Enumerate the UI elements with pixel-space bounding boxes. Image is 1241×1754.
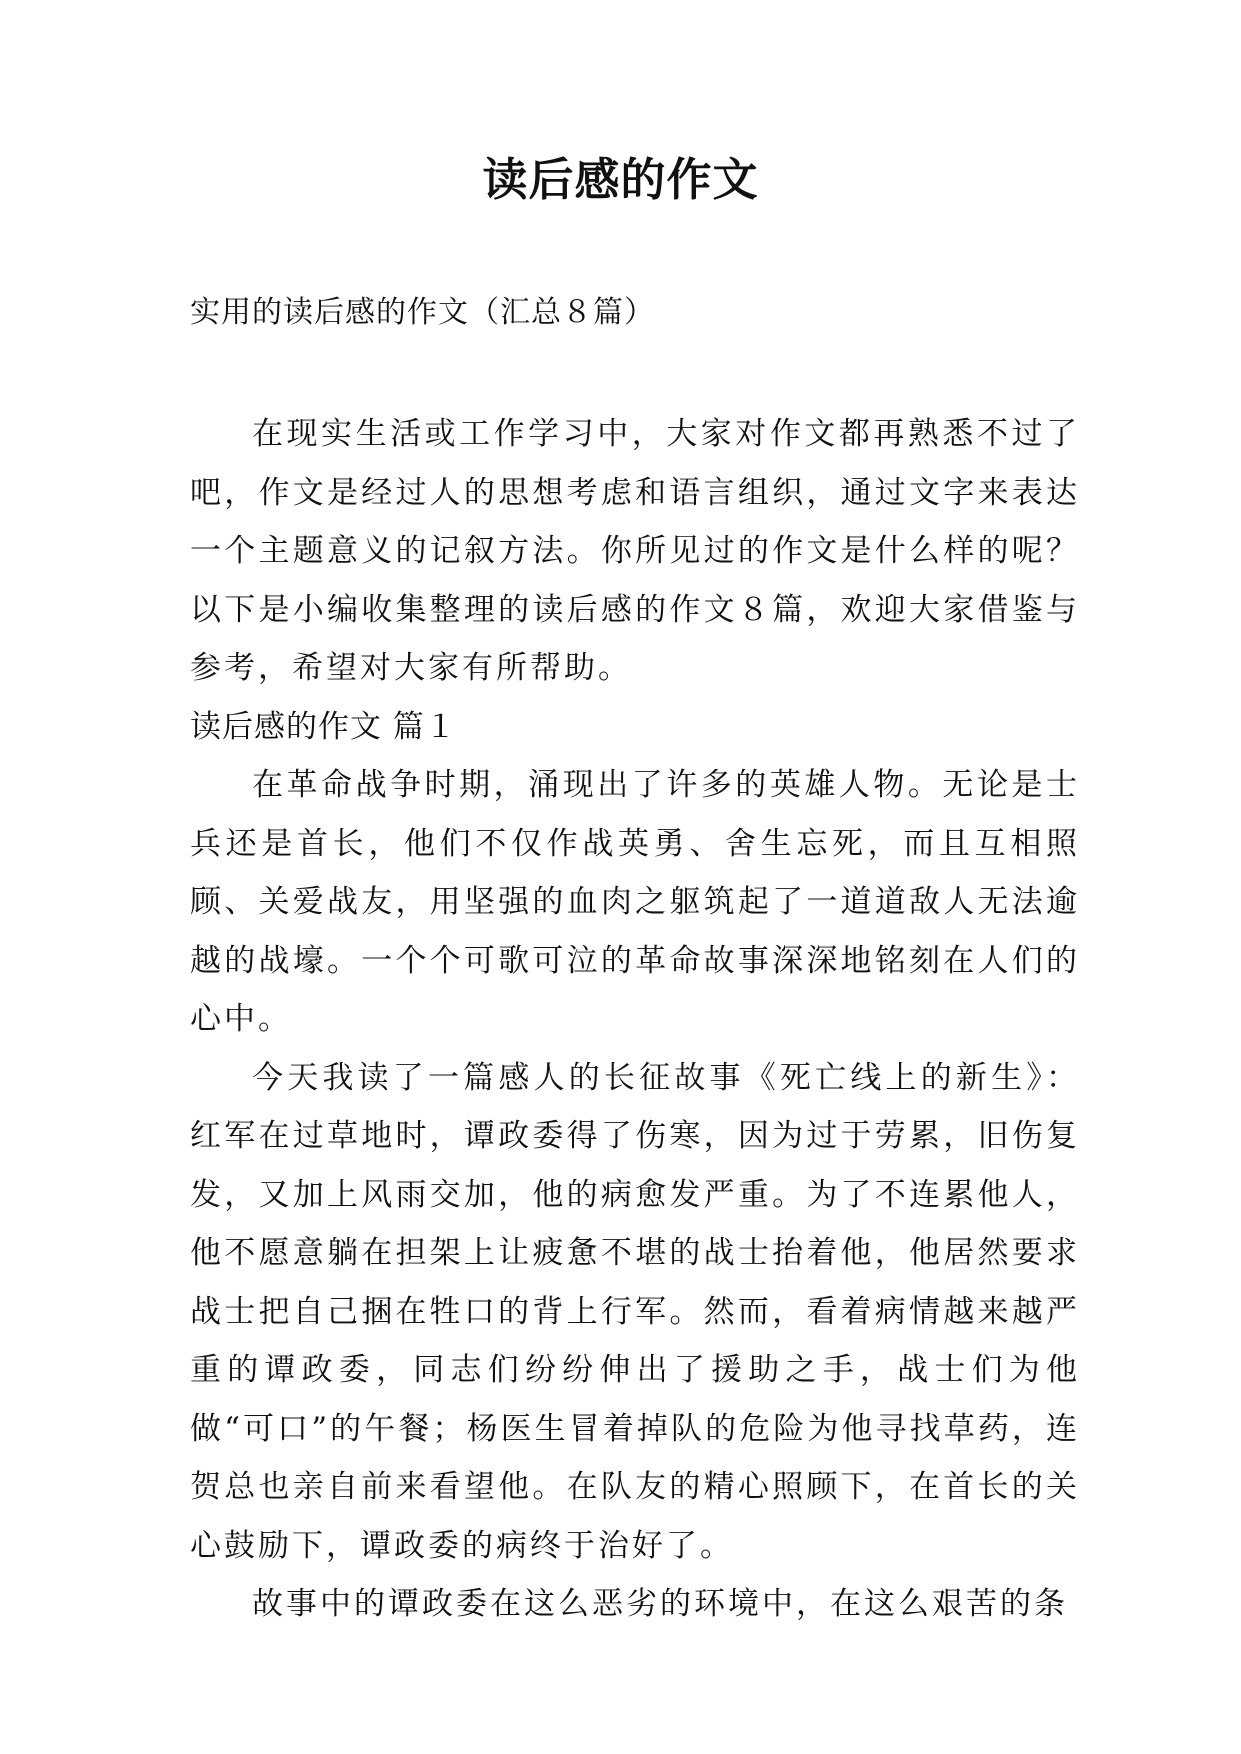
body-paragraph: 在革命战争时期，涌现出了许多的英雄人物。无论是士兵还是首长，他们不仅作战英勇、舍生忘死，而且互相照顾、关爱战友，用坚强的血肉之躯筑起了一道道敌人无法逾越的战壕。一个个可歌可泣的革命故事深深地铭刻在人们的心中。: [190, 767, 1080, 1037]
body-paragraph: 今天我读了一篇感人的长征故事《死亡线上的新生》：红军在过草地时，谭政委得了伤寒，因为过于劳累，旧伤复发，又加上风雨交加，他的病愈发严重。为了不连累他人，他不愿意躺在担架上让疲惫不堪的战士抬着他，他居然要求战士把自己捆在牲口的背上行军。然而，看着病情越来越严重的谭政委，同志们纷纷伸出了援助之手，战士们为他做“可口”的午餐；杨医生冒着掉队的危险为他寻找草药，连贺总也亲自前来看望他。在队友的精心照顾下，在首长的关心鼓励下，谭政委的病终于治好了。: [190, 1059, 1080, 1564]
document-subtitle: 实用的读后感的作文（汇总８篇）: [190, 295, 655, 330]
intro-paragraph: 在现实生活或工作学习中，大家对作文都再熟悉不过了吧，作文是经过人的思想考虑和语言组织，通过文字来表达一个主题意义的记叙方法。你所见过的作文是什么样的呢？以下是小编收集整理的读后感的作文８篇，欢迎大家借鉴与参考，希望对大家有所帮助。: [190, 416, 1080, 686]
document-title: 读后感的作文: [482, 153, 759, 206]
body-paragraph: 故事中的谭政委在这么恶劣的环境中，在这么艰苦的条: [252, 1586, 1068, 1622]
section-heading: 读后感的作文 篇１: [190, 708, 457, 745]
document-body: [190, 405, 1080, 1634]
